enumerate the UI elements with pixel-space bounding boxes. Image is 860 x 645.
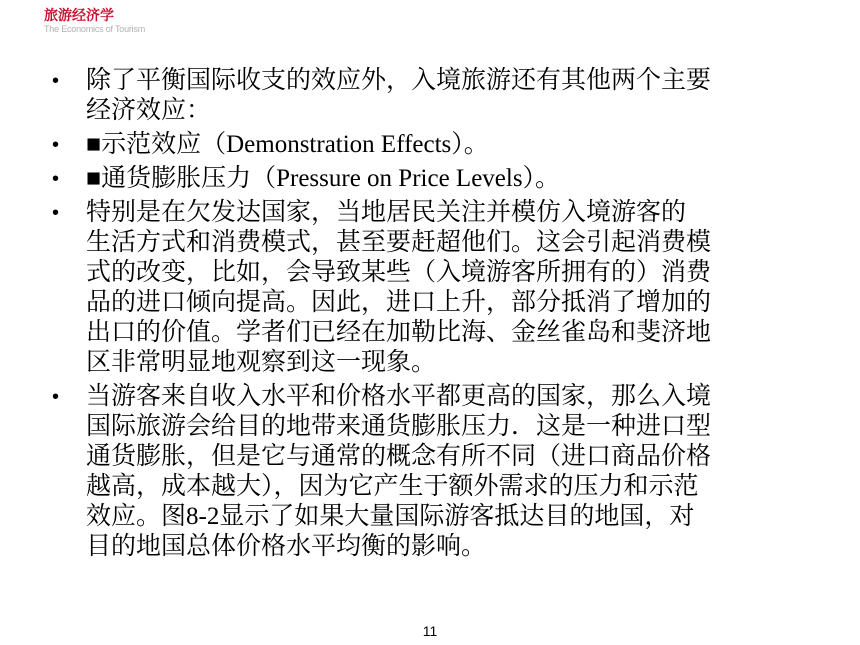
- bullet-item: [0, 66, 860, 126]
- bullet-dot-icon: •: [52, 70, 60, 92]
- text-line: 通货膨胀，但是它与通常的概念有所不同（进口商品价格: [86, 443, 712, 470]
- bullet-dot-icon: •: [52, 202, 60, 224]
- bullet-dot-icon: •: [52, 134, 60, 156]
- text-line: 经济效应：: [86, 97, 212, 124]
- logo-title-cn: 旅游经济学: [44, 8, 114, 24]
- text-line: 目的地国总体价格水平均衡的影响。: [86, 533, 487, 560]
- bullet-item: [0, 164, 860, 194]
- text-line: 当游客来自收入水平和价格水平都更高的国家，那么入境: [86, 383, 712, 410]
- bullet-text: [86, 130, 816, 160]
- text-line: 特别是在欠发达国家，当地居民关注并模仿入境游客的: [86, 199, 687, 226]
- text-line: 式的改变，比如，会导致某些（入境游客所拥有的）消费: [86, 259, 712, 286]
- bullet-text: [86, 66, 816, 126]
- page-number: 11: [422, 623, 438, 639]
- text-line: 除了平衡国际收支的效应外，入境旅游还有其他两个主要: [86, 67, 712, 94]
- text-line: 区非常明显地观察到这一现象。: [86, 349, 437, 376]
- bullet-item: [0, 382, 860, 562]
- text-line: 生活方式和消费模式，甚至要赶超他们。这会引起消费模: [86, 229, 712, 256]
- text-line: ■通货膨胀压力（Pressure on Price Levels）。: [86, 165, 561, 192]
- text-line: 国际旅游会给目的地带来通货膨胀压力．这是一种进口型: [86, 413, 712, 440]
- text-line: 效应。图8-2显示了如果大量国际游客抵达目的地国，对: [86, 503, 695, 530]
- bullet-dot-icon: •: [52, 386, 60, 408]
- text-line: 品的进口倾向提高。因此，进口上升，部分抵消了增加的: [86, 289, 712, 316]
- bullet-text: [86, 382, 816, 562]
- text-line: ■示范效应（Demonstration Effects）。: [86, 131, 489, 158]
- bullet-dot-icon: •: [52, 168, 60, 190]
- logo-title-en: The Economics of Tourism: [44, 24, 146, 34]
- course-logo: [44, 8, 145, 35]
- bullet-text: [86, 164, 816, 194]
- bullet-item: [0, 198, 860, 378]
- text-line: 越高，成本越大），因为它产生于额外需求的压力和示范: [86, 473, 699, 500]
- bullet-item: [0, 130, 860, 160]
- bullet-text: [86, 198, 816, 378]
- text-line: 出口的价值。学者们已经在加勒比海、金丝雀岛和斐济地: [86, 319, 712, 346]
- bullet-list: [0, 66, 860, 566]
